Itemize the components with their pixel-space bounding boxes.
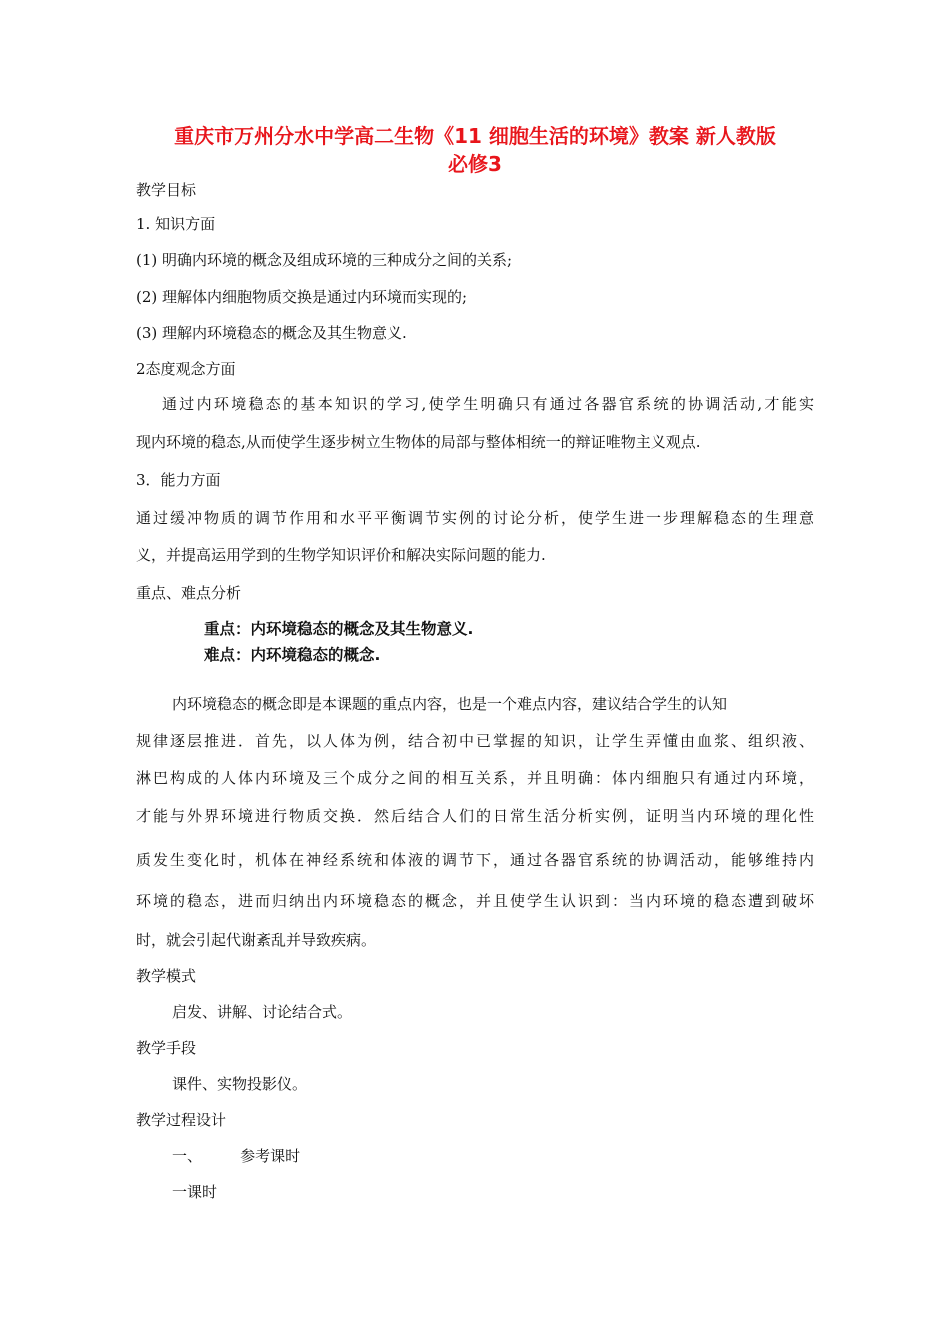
analysis-line-5: 质发生变化时，机体在神经系统和体液的调节下，通过各器官系统的协调活动，能够维持内 — [136, 851, 814, 869]
document-title-line-2: 必修3 — [448, 152, 502, 176]
process-sub: 一课时 — [172, 1183, 218, 1201]
analysis-line-2: 规律逐层推进．首先，以人体为例，结合初中已掌握的知识，让学生弄懂由血浆、组织液、 — [136, 732, 814, 750]
analysis-line-1: 内环境稳态的概念即是本课题的重点内容，也是一个难点内容，建议结合学生的认知 — [172, 695, 728, 713]
analysis-line-7: 时，就会引起代谢紊乱并导致疾病。 — [136, 931, 377, 949]
attitude-line-1: 通过内环境稳态的基本知识的学习,使学生明确只有通过各器官系统的协调活动,才能实 — [162, 395, 814, 413]
mode-text: 启发、讲解、讨论结合式。 — [172, 1003, 353, 1021]
goals-heading: 教学目标 — [136, 181, 197, 199]
document-title-line-1: 重庆市万州分水中学高二生物《11 细胞生活的环境》教案 新人教版 — [174, 124, 776, 148]
analysis-line-3: 淋巴构成的人体内环境及三个成分之间的相互关系，并且明确：体内细胞只有通过内环境， — [136, 769, 814, 787]
ability-heading: 3．能力方面 — [136, 471, 221, 489]
attitude-heading: 2态度观念方面 — [136, 360, 236, 378]
attitude-line-2: 现内环境的稳态,从而使学生逐步树立生物体的局部与整体相统一的辩证唯物主义观点. — [136, 433, 701, 451]
ability-line-2: 义，并提高运用学到的生物学知识评价和解决实际问题的能力. — [136, 546, 546, 564]
ability-line-1: 通过缓冲物质的调节作用和水平平衡调节实例的讨论分析，使学生进一步理解稳态的生理意 — [136, 509, 814, 527]
key-point: 重点：内环境稳态的概念及其生物意义. — [204, 620, 474, 638]
knowledge-heading: 1. 知识方面 — [136, 215, 216, 233]
means-heading: 教学手段 — [136, 1039, 197, 1057]
analysis-line-4: 才能与外界环境进行物质交换．然后结合人们的日常生活分析实例，证明当内环境的理化性 — [136, 807, 814, 825]
process-heading: 教学过程设计 — [136, 1111, 227, 1129]
means-text: 课件、实物投影仪。 — [172, 1075, 308, 1093]
knowledge-item-1: (1) 明确内环境的概念及组成环境的三种成分之间的关系; — [136, 251, 513, 269]
knowledge-item-3: (3) 理解内环境稳态的概念及其生物意义. — [136, 324, 407, 342]
analysis-line-6: 环境的稳态，进而归纳出内环境稳态的概念，并且使学生认识到：当内环境的稳态遭到破坏 — [136, 892, 814, 910]
knowledge-item-2: (2) 理解体内细胞物质交换是通过内环境而实现的; — [136, 288, 468, 306]
mode-heading: 教学模式 — [136, 967, 197, 985]
key-heading: 重点、难点分析 — [136, 584, 242, 602]
process-item: 一、 参考课时 — [172, 1147, 301, 1165]
difficult-point: 难点：内环境稳态的概念. — [204, 646, 381, 664]
